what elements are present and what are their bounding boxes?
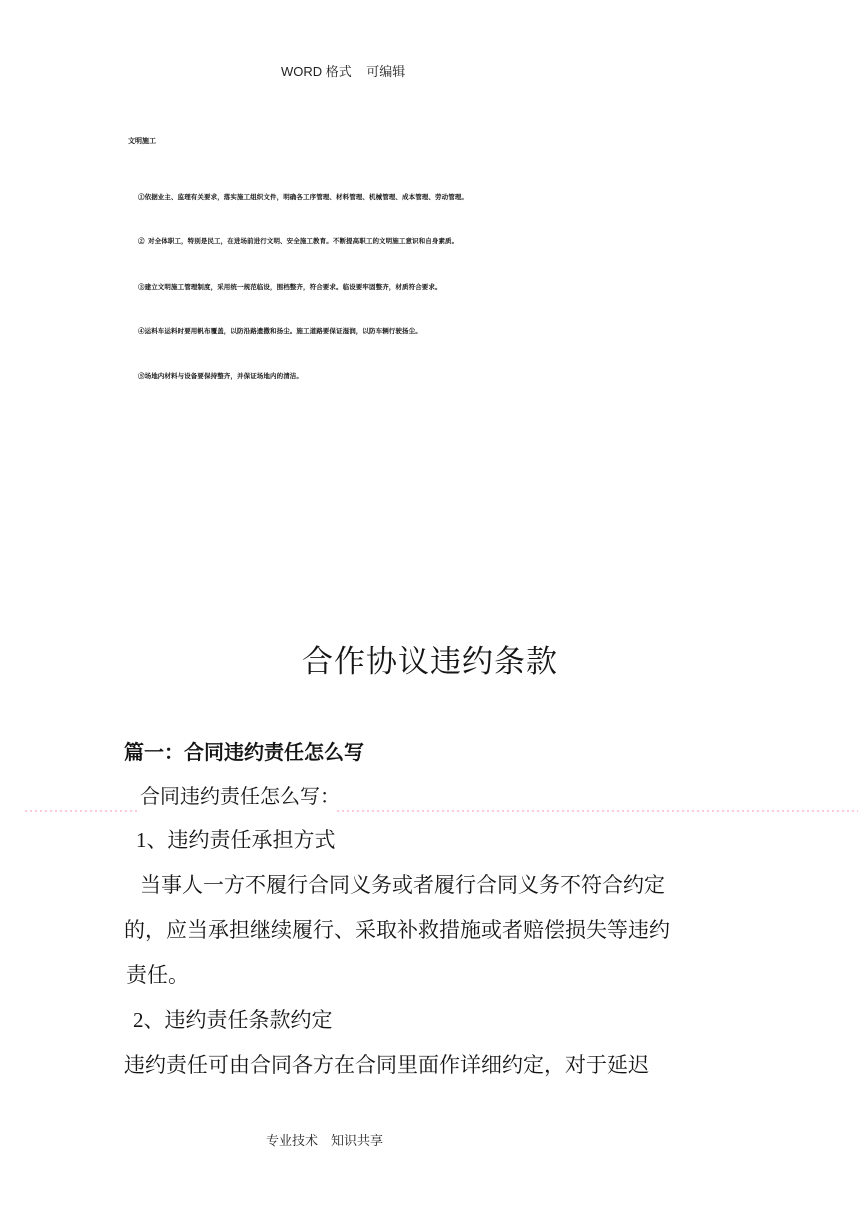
dotted-separator-left — [25, 810, 138, 812]
document-header: WORD 格式 可编辑 — [281, 64, 406, 79]
construction-item-4: ④运料车运料时要用帆布覆盖，以防沿路遗撒和扬尘。施工道路要保证湿润，以防车辆行驶扬尘。 — [138, 328, 422, 335]
point1-line: 的，应当承担继续履行、采取补救措施或者赔偿损失等违约 — [124, 918, 670, 942]
point1-line: 当事人一方不履行合同义务或者履行合同义务不符合约定 — [140, 873, 665, 897]
point2-heading: 2、违约责任条款约定 — [133, 1008, 333, 1032]
construction-item-5: ⑤场地内材料与设备要保持整齐，并保证场地内的清洁。 — [138, 373, 303, 380]
article-heading: 篇一：合同违约责任怎么写 — [124, 742, 364, 764]
dotted-separator-right — [337, 810, 858, 812]
section-label: 文明施工 — [128, 137, 156, 145]
construction-item-3: ③建立文明施工管理制度，采用统一规范临设，围档整齐，符合要求。临设要牢固整齐，材质符合要求。 — [138, 284, 442, 291]
point1-line: 责任。 — [126, 963, 189, 987]
document-footer: 专业技术 知识共享 — [266, 1133, 384, 1148]
point2-line: 违约责任可由合同各方在合同里面作详细约定，对于延迟 — [124, 1053, 649, 1077]
point1-heading: 1、违约责任承担方式 — [136, 828, 336, 852]
construction-item-2: ② 对全体职工，特别是民工，在进场前进行文明、安全施工教育。不断提高职工的文明施工意识和自身素质。 — [138, 238, 459, 245]
document-title: 合作协议违约条款 — [302, 644, 558, 679]
construction-item-1: ①依据业主、监理有关要求，落实施工组织文件，明确各工序管理、材料管理、机械管理、成本管理、劳动管理。 — [138, 194, 468, 201]
article-subheading: 合同违约责任怎么写： — [140, 786, 340, 808]
